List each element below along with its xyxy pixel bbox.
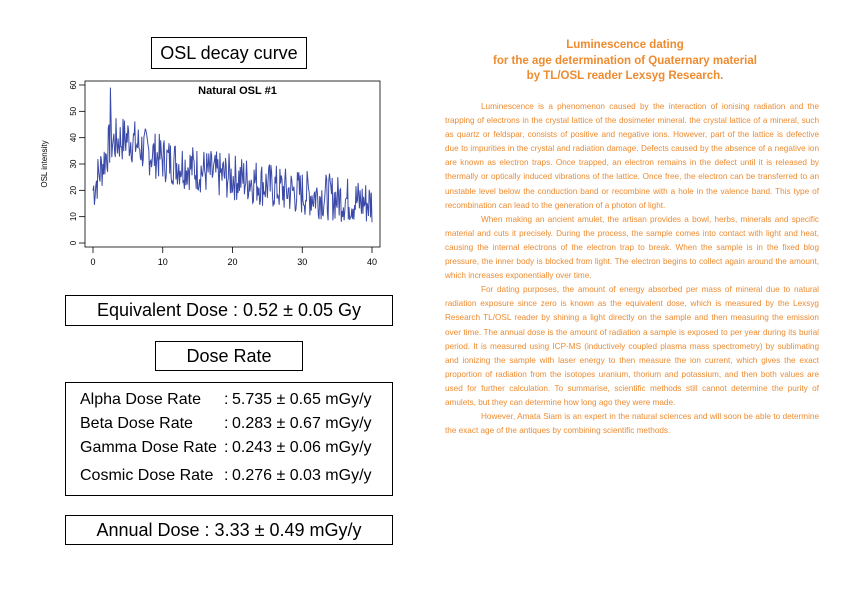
article-title-line: for the age determination of Quaternary material [493, 54, 757, 67]
osl-decay-chart [35, 75, 395, 280]
annual-dose: Annual Dose : 3.33 ± 0.49 mGy/y [96, 519, 362, 540]
x-tick-label: 0 [90, 257, 96, 267]
dose-rate-title-box [155, 341, 303, 371]
y-tick-label: 50 [69, 106, 78, 116]
plot-frame [85, 81, 380, 247]
y-tick-label: 40 [69, 133, 78, 143]
article-title-line: by TL/OSL reader Lexsyg Research. [526, 70, 724, 82]
chart-title: Natural OSL #1 [198, 85, 277, 97]
article-paragraph: However, Amata Siam is an expert in the natural sciences and will soon be able to determine the exact age of the antiques by combining scientific methods. [445, 412, 819, 436]
y-tick-label: 10 [69, 212, 78, 222]
rate-label: Gamma Dose Rate [80, 439, 217, 456]
article-title [435, 38, 815, 85]
rate-separator: : [224, 467, 229, 484]
rate-separator: : [224, 391, 229, 408]
rate-label: Cosmic Dose Rate [80, 467, 214, 484]
x-tick-label: 20 [227, 257, 238, 267]
y-axis-label: OSL intensity [40, 140, 49, 188]
equivalent-dose: Equivalent Dose : 0.52 ± 0.05 Gy [96, 300, 362, 320]
y-tick-label: 20 [69, 185, 78, 195]
y-tick-label: 60 [69, 80, 78, 90]
rate-label: Beta Dose Rate [80, 415, 193, 432]
dose-rate-title: Dose Rate [186, 345, 272, 366]
x-tick-label: 10 [157, 257, 168, 267]
y-tick-label: 0 [69, 240, 78, 246]
article-paragraph: Luminescence is a phenomenon caused by the interaction of ionising radiation and the trapping of electrons in the crystal lattice of the dosimeter mineral. the crystal lattice of a mineral, such as quartz or feldspar, consists of positive and negative ions. However, part of the lattice is defective due to impurities in the crystal and radiation damage. Defects caused by the absence of a negative ion are known as electron traps. Once trapped, an electron remains in the defect until it is released by thermally or optically induced vibrations of the lattice. Once free, the electron can be transferred to an unstable level below the conduction band or recombine with a hole in the valence band. This type of recombination can lead to the generation of a photon of light. [445, 102, 819, 210]
equivalent-dose-box [65, 295, 393, 326]
x-tick-label: 40 [366, 257, 378, 267]
x-tick-label: 30 [297, 257, 308, 267]
rate-label: Alpha Dose Rate [80, 391, 201, 408]
rate-separator: : [224, 415, 229, 432]
rate-separator: : [224, 439, 229, 456]
osl-title-box [151, 37, 307, 69]
annual-dose-box [65, 515, 393, 545]
y-tick-label: 30 [69, 159, 78, 169]
rate-value: 0.243 ± 0.06 mGy/y [232, 439, 372, 456]
osl-series-line [93, 88, 372, 223]
article-paragraph: When making an ancient amulet, the artisan provides a bowl, herbs, minerals and specific material and cuts it precisely. During the process, the sample comes into contact with light and heat, causing the internal electrons of the electron trap to break. When the sample is in the fixed blog pressure, the inner body is blocked from light. The electron begins to collect again around the amount, which increases exponentially over time. [445, 214, 819, 281]
osl-title: OSL decay curve [160, 42, 298, 63]
rate-value: 0.283 ± 0.67 mGy/y [232, 415, 372, 432]
rate-value: 0.276 ± 0.03 mGy/y [232, 467, 372, 484]
article-paragraph: For dating purposes, the amount of energy absorbed per mass of mineral due to natural radiation exposure since zero is known as the equivalent dose, which is measured by the Lexsyg Research TL/OSL reader by shining a light directly on the sample and then measuring the emission over time. The annual dose is the amount of radiation a sample is exposed to per year during its burial period. It is measured using ICP-MS (inductively coupled plasma mass spectrometry) by sublimating and ionizing the sample with laser energy to then measure the ion current, which gives the exact proportion of radiation from the isotopes uranium, thorium and potassium, and then both values are used for further calculation. To summarise, scientific methods still cannot determine the purity of amulets, but they can determine how long ago they were made. [445, 285, 819, 407]
dose-rates-box [65, 382, 393, 496]
article-body [445, 100, 819, 438]
rate-value: 5.735 ± 0.65 mGy/y [232, 391, 372, 408]
article-title-line: Luminescence dating [566, 39, 684, 51]
